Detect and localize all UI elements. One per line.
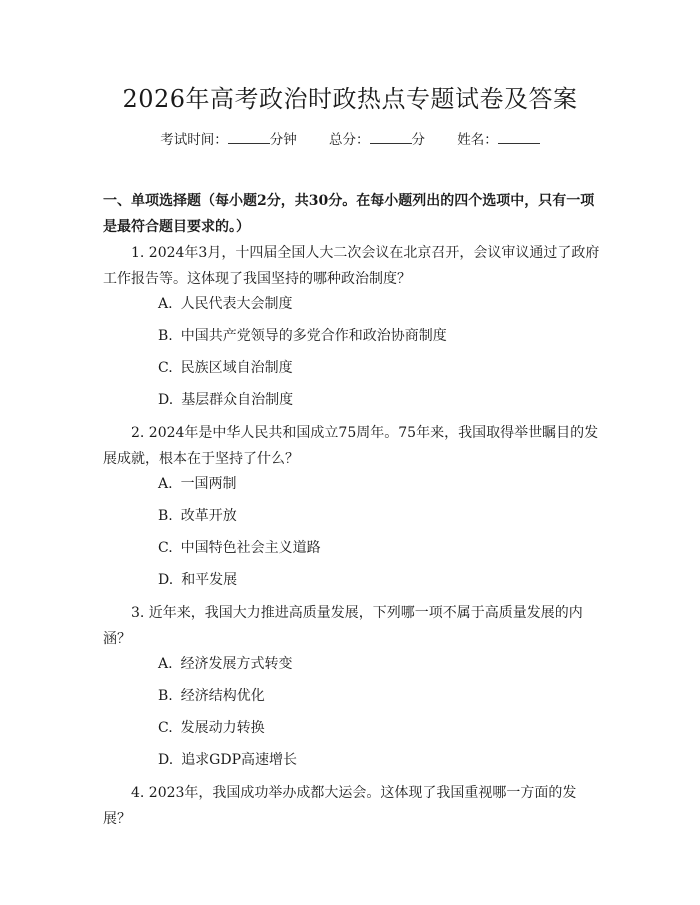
- question-1-option-d: [158, 390, 293, 410]
- time-label: 考试时间：: [160, 132, 228, 148]
- question-1-text: 1. 2024年3月，十四届全国人大二次会议在北京召开，会议审议通过了政府工作报告等。这体现了我国坚持的哪种政治制度？: [103, 245, 600, 287]
- score-field: [329, 132, 425, 148]
- question-3-text: 3. 近年来，我国大力推进高质量发展，下列哪一项不属于高质量发展的内涵？: [103, 605, 583, 647]
- question-1-option-b: [158, 326, 447, 346]
- option-letter: B.: [158, 328, 173, 344]
- score-unit: 分: [411, 132, 425, 148]
- option-letter: D.: [158, 572, 174, 588]
- option-text: 中国共产党领导的多党合作和政治协商制度: [180, 328, 447, 344]
- time-blank: [228, 130, 270, 144]
- option-letter: D.: [158, 752, 174, 768]
- question-2-option-a: [158, 474, 237, 494]
- option-text: 发展动力转换: [180, 720, 265, 736]
- question-1-option-a: [158, 294, 293, 314]
- page-title: 2026年高考政治时政热点专题试卷及答案: [122, 85, 578, 113]
- question-3-option-c: [158, 718, 265, 738]
- option-letter: A.: [158, 296, 173, 312]
- question-2-text: 2. 2024年是中华人民共和国成立75周年。75年来，我国取得举世瞩目的发展成就，根本在于坚持了什么？: [103, 425, 599, 467]
- option-text: 经济发展方式转变: [180, 656, 293, 672]
- name-field: [457, 132, 540, 148]
- score-blank: [370, 130, 412, 144]
- question-3-option-a: [158, 654, 293, 674]
- option-letter: A.: [158, 476, 173, 492]
- option-text: 基层群众自治制度: [181, 392, 294, 408]
- question-4-text: 4. 2023年，我国成功举办成都大运会。这体现了我国重视哪一方面的发展？: [103, 785, 577, 827]
- question-3-option-d: [158, 750, 297, 770]
- score-label: 总分：: [329, 132, 370, 148]
- name-blank: [498, 130, 540, 144]
- time-unit: 分钟: [269, 132, 297, 148]
- option-letter: C.: [158, 720, 173, 736]
- option-letter: C.: [158, 360, 173, 376]
- option-letter: B.: [158, 508, 173, 524]
- option-text: 一国两制: [180, 476, 237, 492]
- exam-meta: [0, 130, 700, 150]
- option-text: 中国特色社会主义道路: [180, 540, 321, 556]
- option-letter: C.: [158, 540, 173, 556]
- option-letter: A.: [158, 656, 173, 672]
- option-letter: B.: [158, 688, 173, 704]
- option-letter: D.: [158, 392, 174, 408]
- option-text: 人民代表大会制度: [180, 296, 293, 312]
- option-text: 和平发展: [181, 572, 238, 588]
- question-2-option-d: [158, 570, 237, 590]
- question-2-option-b: [158, 506, 237, 526]
- option-text: 民族区域自治制度: [180, 360, 293, 376]
- option-text: 改革开放: [180, 508, 237, 524]
- section-heading: 一、单项选择题（每小题2分，共30分。在每小题列出的四个选项中，只有一项是最符合题目要求的。）: [103, 193, 595, 235]
- name-label: 姓名：: [457, 132, 498, 148]
- question-2-option-c: [158, 538, 321, 558]
- time-field: [160, 132, 297, 148]
- option-text: 追求GDP高速增长: [181, 752, 298, 768]
- question-1-option-c: [158, 358, 293, 378]
- question-3-option-b: [158, 686, 265, 706]
- option-text: 经济结构优化: [180, 688, 265, 704]
